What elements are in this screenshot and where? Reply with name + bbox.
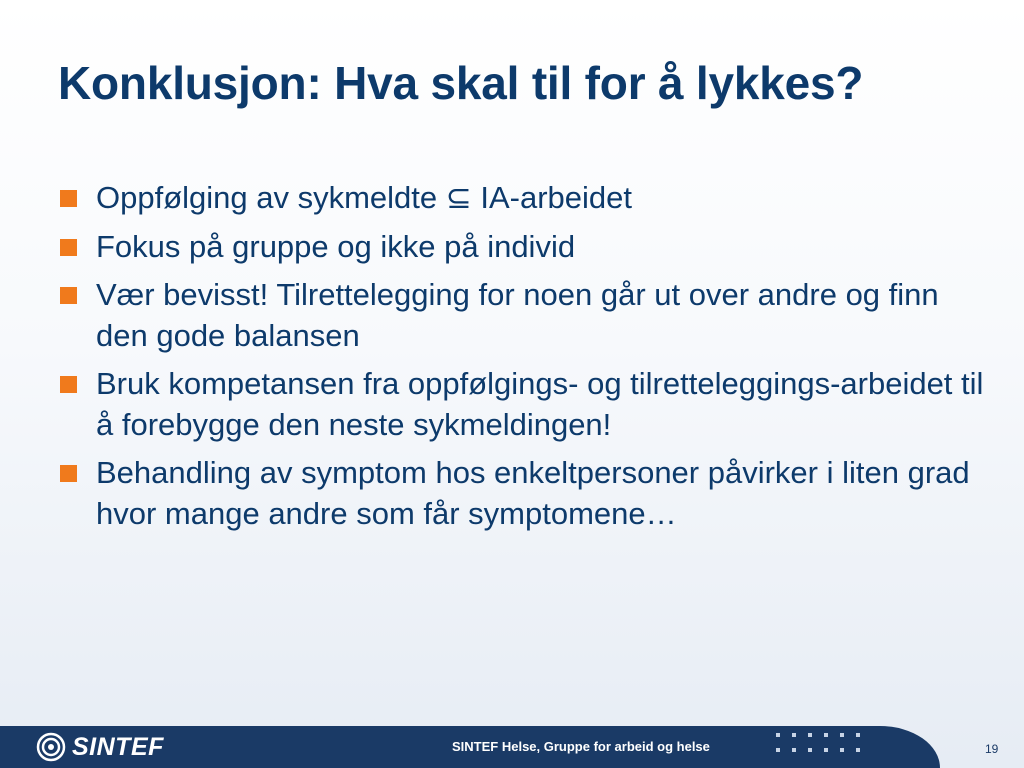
bullet-item bbox=[58, 453, 998, 534]
footer-caption: SINTEF Helse, Gruppe for arbeid og helse bbox=[452, 739, 710, 754]
slide-title: Konklusjon: Hva skal til for å lykkes? bbox=[58, 57, 864, 109]
bullet-list bbox=[58, 178, 998, 542]
bullet-text: Vær bevisst! Tilrettelegging for noen går ut over andre og finn den gode balansen bbox=[96, 277, 939, 353]
square-bullet-icon bbox=[60, 239, 77, 256]
square-bullet-icon bbox=[60, 376, 77, 393]
square-bullet-icon bbox=[60, 465, 77, 482]
sintef-logo-icon bbox=[36, 732, 66, 762]
sintef-logo bbox=[36, 732, 164, 762]
bullet-text: Behandling av symptom hos enkeltpersoner påvirker i liten grad hvor mange andre som får symptomene… bbox=[96, 455, 970, 531]
bullet-item bbox=[58, 178, 998, 219]
footer bbox=[0, 726, 1024, 768]
square-bullet-icon bbox=[60, 190, 77, 207]
bullet-text: Oppfølging av sykmeldte ⊆ IA-arbeidet bbox=[96, 180, 632, 215]
bullet-item bbox=[58, 275, 998, 356]
logo-text: SINTEF bbox=[72, 732, 164, 761]
decorative-dots bbox=[776, 733, 872, 752]
bullet-text: Bruk kompetansen fra oppfølgings- og tilretteleggings-arbeidet til å forebygge den neste sykmeldingen! bbox=[96, 366, 984, 442]
square-bullet-icon bbox=[60, 287, 77, 304]
page-number: 19 bbox=[985, 742, 999, 756]
bullet-item bbox=[58, 227, 998, 268]
bullet-text: Fokus på gruppe og ikke på individ bbox=[96, 228, 576, 264]
bullet-item bbox=[58, 364, 998, 445]
